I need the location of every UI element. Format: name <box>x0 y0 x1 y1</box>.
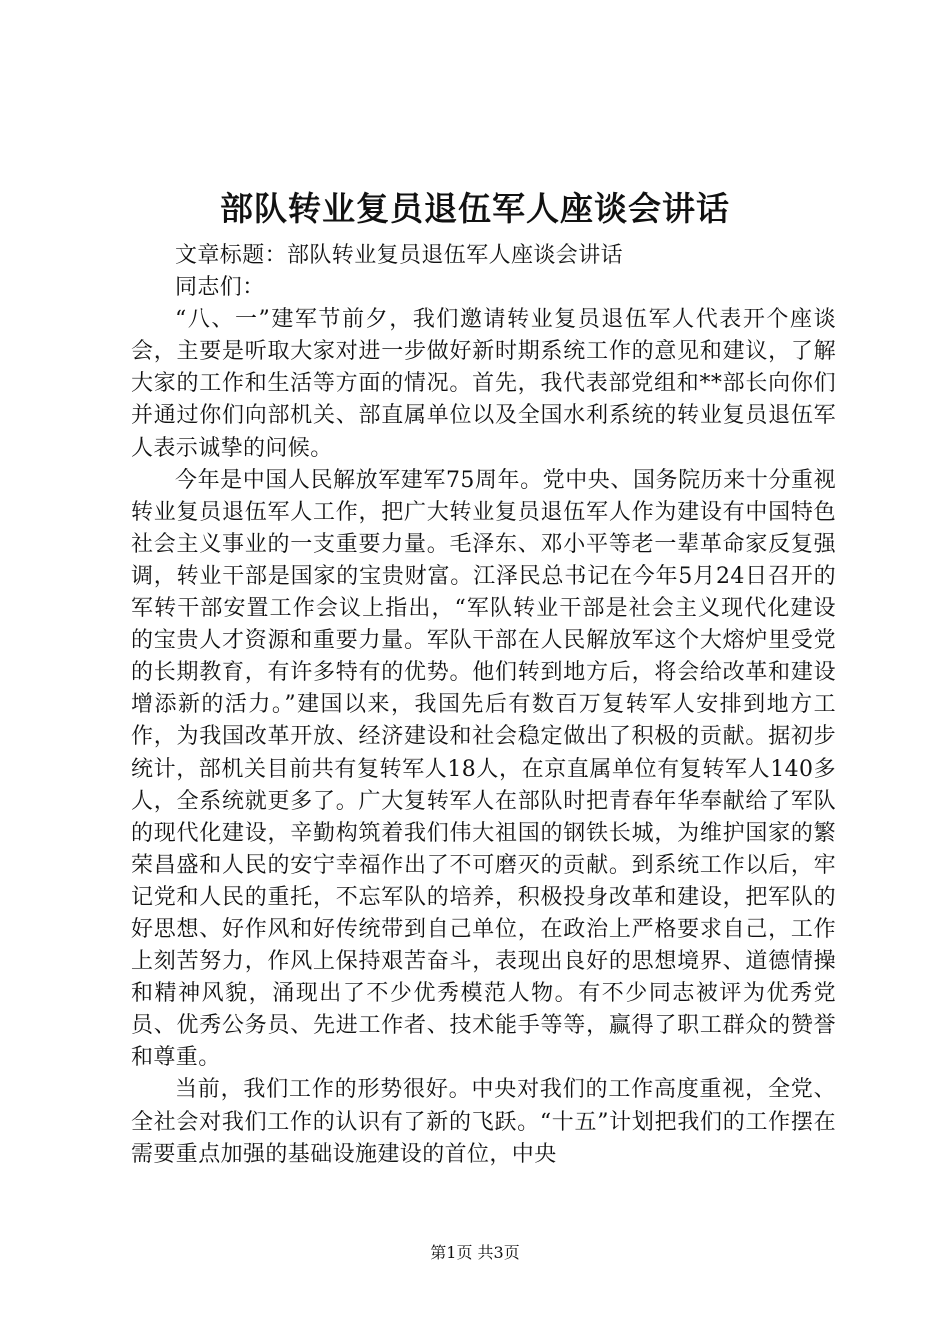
article-title-line: 文章标题：部队转业复员退伍军人座谈会讲话 <box>175 243 624 268</box>
paragraph: 当前，我们工作的形势很好。中央对我们的工作高度重视，全党、全社会对我们工作的认识有了新的飞跃。“十五”计划把我们的工作摆在需要重点加强的基础设施建设的首位，中央 <box>131 1077 836 1167</box>
paragraph: 今年是中国人民解放军建军75周年。党中央、国务院历来十分重视转业复员退伍军人工作，把广大转业复员退伍军人作为建设有中国特色社会主义事业的一支重要力量。毛泽东、邓小平等老一辈革命家反复强调，转业干部是国家的宝贵财富。江泽民总书记在今年5月24日召开的军转干部安置工作会议上指出，“军队转业干部是社会主义现代化建设的宝贵人才资源和重要力量。军队干部在人民解放军这个大熔炉里受党的长期教育，有许多特有的优势。他们转到地方后，将会给改革和建设增添新的活力。”建国以来，我国先后有数百万复转军人安排到地方工作，为我国改革开放、经济建设和社会稳定做出了积极的贡献。据初步统计，部机关目前共有复转军人18人，在京直属单位有复转军人140多人，全系统就更多了。广大复转军人在部队时把青春年华奉献给了军队的现代化建设，辛勤构筑着我们伟大祖国的钢铁长城，为维护国家的繁荣昌盛和人民的安宁幸福作出了不可磨灭的贡献。到系统工作以后，牢记党和人民的重托，不忘军队的培养，积极投身改革和建设，把军队的好思想、好作风和好传统带到自己单位，在政治上严格要求自己，工作上刻苦努力，作风上保持艰苦奋斗，表现出良好的思想境界、道德情操和精神风貌，涌现出了不少优秀模范人物。有不少同志被评为优秀党员、优秀公务员、先进工作者、技术能手等等，赢得了职工群众的赞誉和尊重。 <box>131 467 836 1071</box>
page-footer: 第1页 共3页 <box>430 1243 520 1262</box>
document-title: 部队转业复员退伍军人座谈会讲话 <box>220 189 730 228</box>
document-body <box>131 240 836 1171</box>
salutation: 同志们： <box>175 275 265 301</box>
paragraph: “八、一”建军节前夕，我们邀请转业复员退伍军人代表开个座谈会，主要是听取大家对进一步做好新时期系统工作的意见和建议，了解大家的工作和生活等方面的情况。首先，我代表部党组和**部长向你们并通过你们向部机关、部直属单位以及全国水利系统的转业复员退伍军人表示诚挚的问候。 <box>131 307 836 461</box>
